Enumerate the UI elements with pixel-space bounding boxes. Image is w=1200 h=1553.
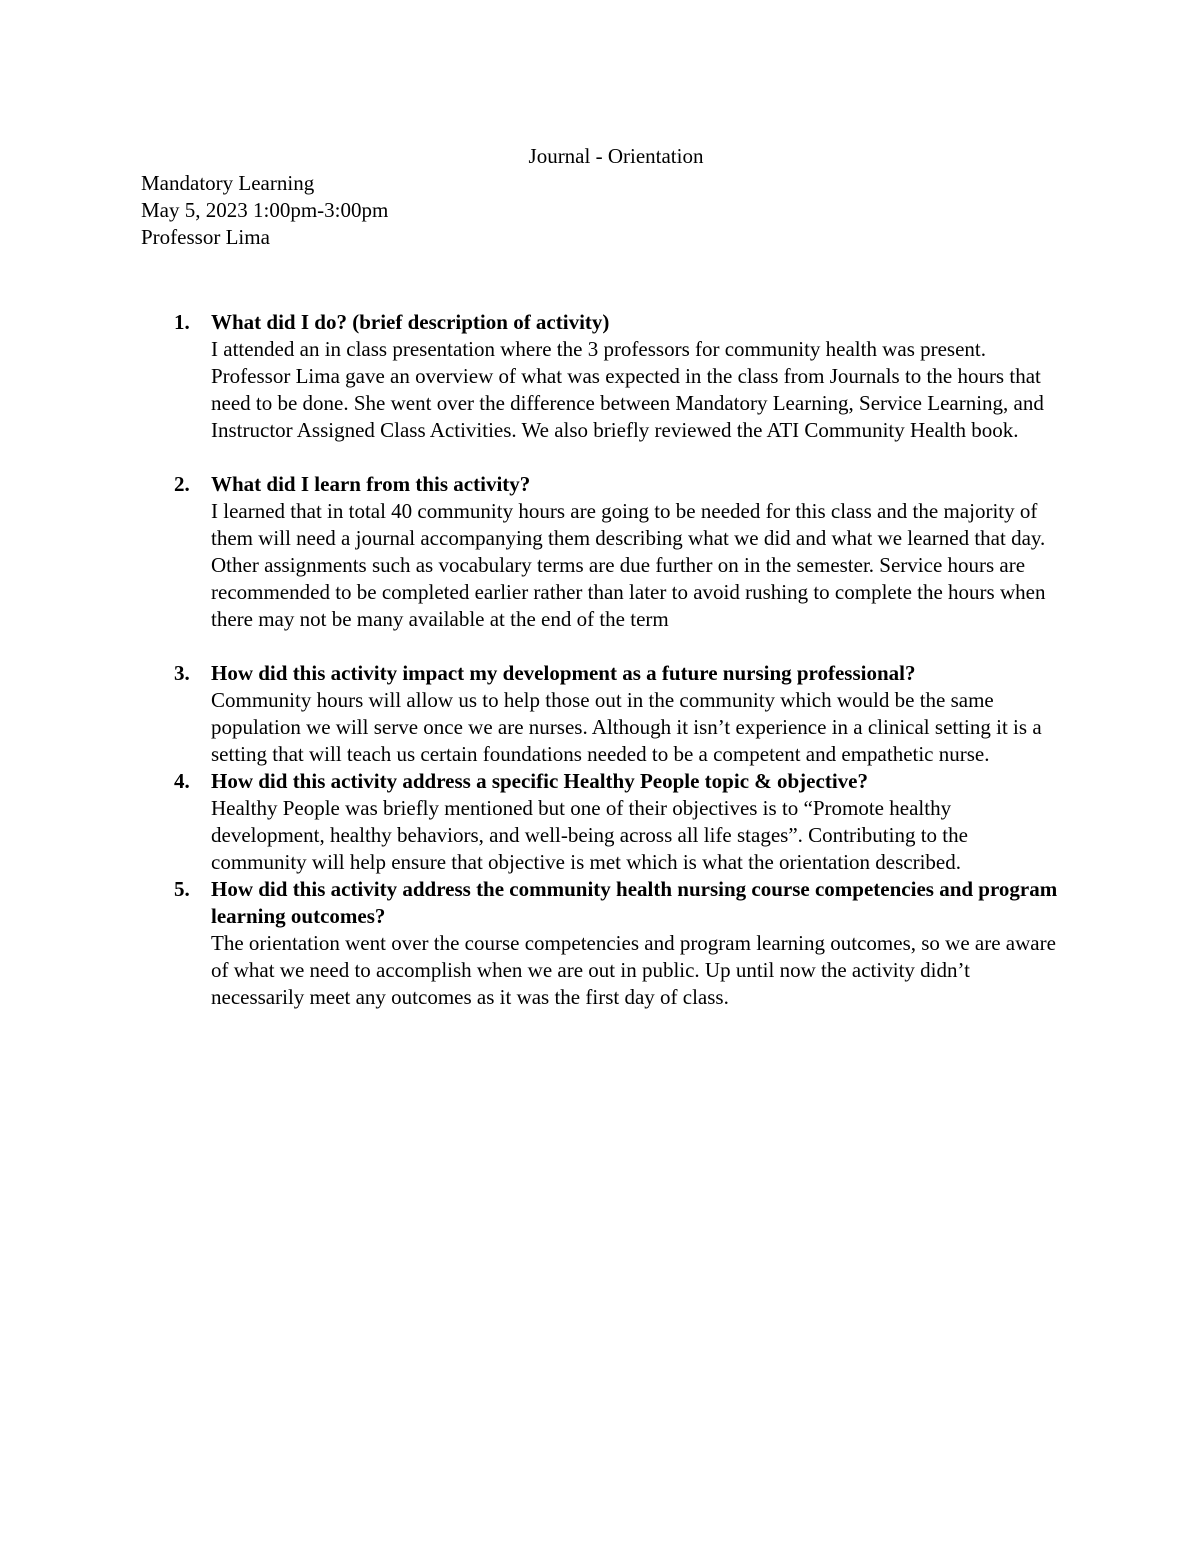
question-number: 2. <box>174 472 190 496</box>
question-heading: What did I do? (brief description of activity) <box>211 310 610 334</box>
question-item-5 <box>141 876 1061 1011</box>
question-answer: The orientation went over the course competencies and program learning outcomes, so we are aware of what we need to accomplish when we are out in public. Up until now the activity didn’t necessarily meet any outcomes as it was the first day of class. <box>211 931 1056 1009</box>
meta-professor: Professor Lima <box>141 225 270 249</box>
question-heading: How did this activity address the community health nursing course competencies and program learning outcomes? <box>211 877 1058 928</box>
question-heading: How did this activity impact my development as a future nursing professional? <box>211 661 916 685</box>
question-number: 4. <box>174 769 190 793</box>
question-item-2 <box>141 471 1061 633</box>
document-meta <box>141 170 388 251</box>
question-answer: Healthy People was briefly mentioned but one of their objectives is to “Promote healthy development, healthy behaviors, and well-being across all life stages”. Contributing to the community will help ensure that objective is met which is what the orientation described. <box>211 796 968 874</box>
question-item-3 <box>141 660 1061 768</box>
meta-activity-type: Mandatory Learning <box>141 171 315 195</box>
question-item-4 <box>141 768 1061 876</box>
question-answer: I attended an in class presentation where the 3 professors for community health was present. Professor Lima gave an overview of what was expected in the class from Journals to the hours that need to be done. She went over the difference between Mandatory Learning, Service Learning, and Instructor Assigned Class Activities. We also briefly reviewed the ATI Community Health book. <box>211 337 1044 442</box>
document-title: Journal - Orientation <box>528 144 704 168</box>
question-heading: What did I learn from this activity? <box>211 472 531 496</box>
question-answer: Community hours will allow us to help those out in the community which would be the same population we will serve once we are nurses. Although it isn’t experience in a clinical setting it is a setting that will teach us certain foundations needed to be a competent and empathetic nurse. <box>211 688 1042 766</box>
question-answer: I learned that in total 40 community hours are going to be needed for this class and the majority of them will need a journal accompanying them describing what we did and what we learned that day. Other assignments such as vocabulary terms are due further on in the semester. Service hours are recommended to be completed earlier rather than later to avoid rushing to complete the hours when there may not be many available at the end of the term <box>211 499 1046 631</box>
question-heading: How did this activity address a specific Healthy People topic & objective? <box>211 769 868 793</box>
question-list <box>141 309 1061 1011</box>
question-number: 1. <box>174 310 190 334</box>
question-item-1 <box>141 309 1061 444</box>
question-number: 3. <box>174 661 190 685</box>
question-number: 5. <box>174 877 190 901</box>
meta-date-time: May 5, 2023 1:00pm-3:00pm <box>141 198 389 222</box>
